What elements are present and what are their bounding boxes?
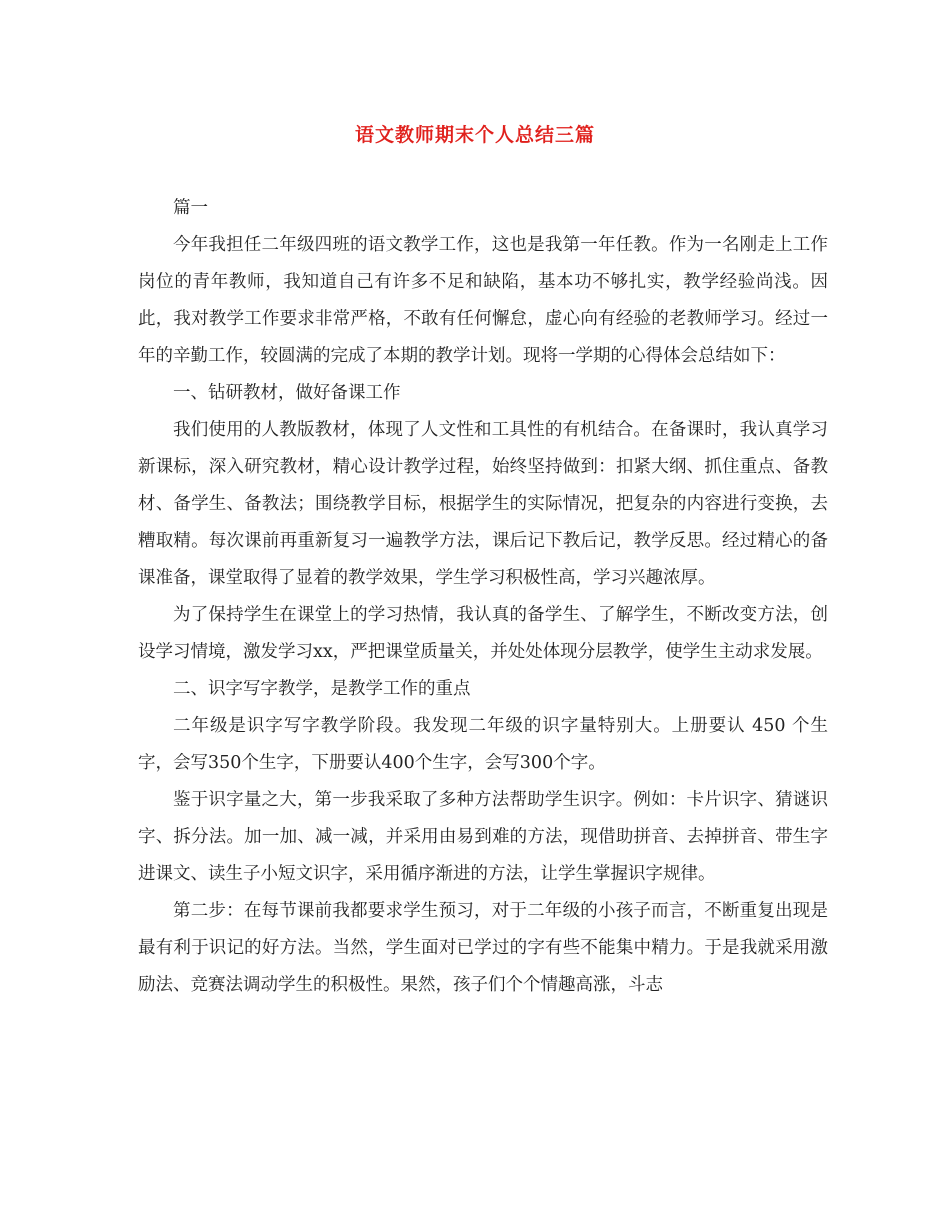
- document-title: 语文教师期末个人总结三篇: [354, 124, 595, 146]
- paragraph-lesson-prep: 我们使用的人教版教材，体现了人文性和工具性的有机结合。在备课时，我认真学习新课标，深入研究教材，精心设计教学过程，始终坚持做到：扣紧大纲、抓住重点、备教材、备学生、备教法；围绕教学目标，根据学生的实际情况，把复杂的内容进行变换，去糟取精。每次课前再重新复习一遍教学方法，课后记下教后记，教学反思。经过精心的备课准备，课堂取得了显着的教学效果，学生学习积极性高，学习兴趣浓厚。: [138, 420, 828, 588]
- paragraph-step-one: 鉴于识字量之大，第一步我采取了多种方法帮助学生识字。例如：卡片识字、猜谜识字、拆分法。加一加、减一减，并采用由易到难的方法，现借助拼音、去掉拼音、带生字进课文、读生子小短文识字，采用循序渐进的方法，让学生掌握识字规律。: [138, 790, 828, 884]
- paragraph-intro: 今年我担任二年级四班的语文教学工作，这也是我第一年任教。作为一名刚走上工作岗位的青年教师，我知道自己有许多不足和缺陷，基本功不够扎实，教学经验尚浅。因此，我对教学工作要求非常严格，不敢有任何懈怠，虚心向有经验的老教师学习。经过一年的辛勤工作，较圆满的完成了本期的教学计划。现将一学期的心得体会总结如下：: [138, 235, 828, 366]
- paragraph-heading-1: 一、钻研教材，做好备课工作: [173, 383, 401, 403]
- document-body: [138, 190, 828, 1004]
- paragraph-section-heading: 篇一: [173, 198, 208, 218]
- paragraph-classroom: 为了保持学生在课堂上的学习热情，我认真的备学生、了解学生，不断改变方法，创设学习情境，激发学习xx，严把课堂质量关，并处处体现分层教学，使学生主动求发展。: [138, 605, 828, 662]
- paragraph-step-two: 第二步：在每节课前我都要求学生预习，对于二年级的小孩子而言，不断重复出现是最有利于识记的好方法。当然，学生面对已学过的字有些不能集中精力。于是我就采用激励法、竞赛法调动学生的积极性。果然，孩子们个个情趣高涨，斗志: [138, 901, 828, 995]
- paragraph-literacy: 二年级是识字写字教学阶段。我发现二年级的识字量特别大。上册要认 450 个生字，会写350个生字，下册要认400个生字，会写300个字。: [138, 716, 828, 773]
- paragraph-heading-2: 二、识字写字教学，是教学工作的重点: [173, 679, 471, 699]
